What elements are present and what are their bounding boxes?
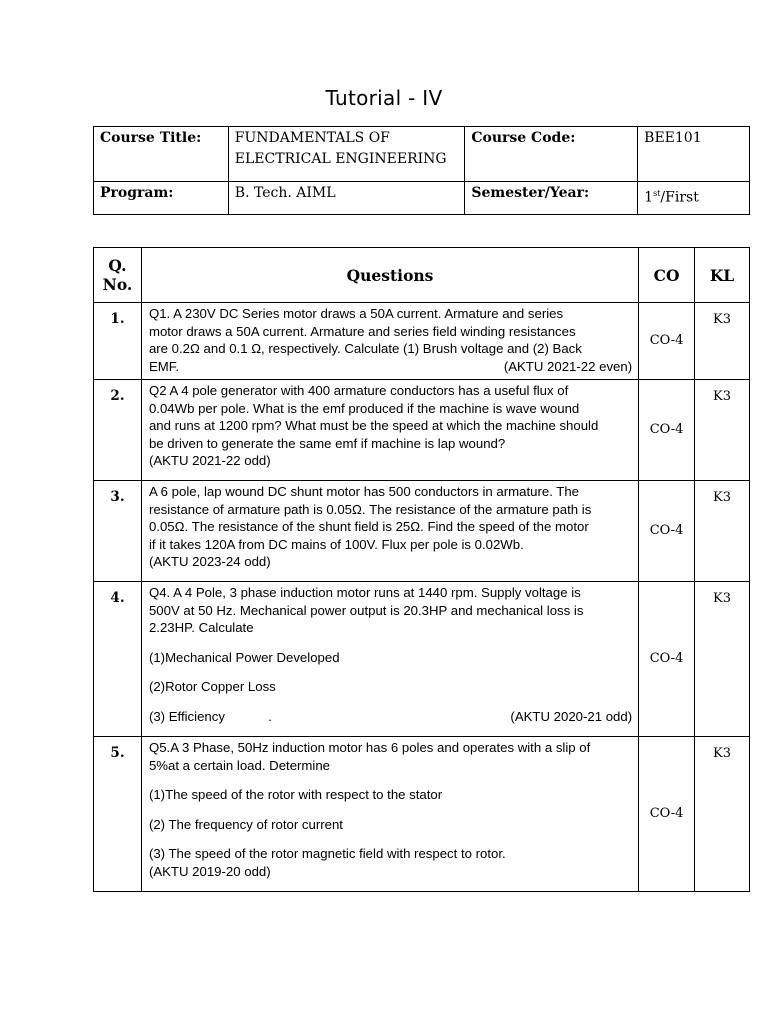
- question-line: Q4. A 4 Pole, 3 phase induction motor runs at 1440 rpm. Supply voltage is: [148, 585, 581, 600]
- question-line: if it takes 120A from DC mains of 100V. Flux per pole is 0.02Wb.: [148, 536, 524, 552]
- table-row: [94, 303, 750, 380]
- course-title-line: FUNDAMENTALS OF: [234, 130, 390, 146]
- course-info-row: [94, 127, 750, 182]
- question-item: (1)The speed of the rotor with respect to the stator: [148, 787, 443, 802]
- question-line: Q5.A 3 Phase, 50Hz induction motor has 6 poles and operates with a slip of: [148, 740, 591, 755]
- question-source: (AKTU 2021-22 even): [503, 358, 633, 374]
- knowledge-level: K3: [695, 481, 750, 582]
- question-line: A 6 pole, lap wound DC shunt motor has 500 conductors in armature. The: [148, 484, 580, 499]
- program-info-row: [94, 182, 750, 215]
- semester-value: [638, 182, 750, 215]
- semester-ordinal: st: [653, 189, 661, 198]
- question-item-text: [149, 708, 315, 726]
- question-line: motor draws a 50A current. Armature and series field winding resistances: [148, 323, 576, 339]
- course-outcome: CO-4: [639, 481, 695, 582]
- qno-header-line: No.: [102, 275, 133, 294]
- question-line: Q2 A 4 pole generator with 400 armature conductors has a useful flux of: [148, 383, 569, 398]
- course-code-value: BEE101: [638, 127, 750, 182]
- knowledge-level: K3: [695, 303, 750, 380]
- table-row: [94, 582, 750, 737]
- question-text-end: EMF.: [148, 358, 179, 374]
- questions-table: [93, 247, 750, 892]
- question-line: 5%at a certain load. Determine: [148, 757, 331, 773]
- question-text: [141, 737, 638, 892]
- question-line: 500V at 50 Hz. Mechanical power output is 20.3HP and mechanical loss is: [148, 602, 584, 618]
- question-text: [141, 303, 638, 380]
- question-number: 3.: [94, 481, 142, 582]
- item-label: (3) Efficiency: [148, 708, 225, 724]
- question-item: (3) The speed of the rotor magnetic field with respect to rotor.: [148, 846, 506, 861]
- qno-header-line: Q.: [108, 256, 127, 275]
- semester-number: 1: [644, 189, 654, 206]
- program-value: B. Tech. AIML: [228, 182, 465, 215]
- course-title-line: ELECTRICAL ENGINEERING: [234, 151, 447, 167]
- table-row: [94, 737, 750, 892]
- page-title: Tutorial - IV: [325, 86, 443, 110]
- kl-header: KL: [695, 248, 750, 303]
- question-source: (AKTU 2023-24 odd): [148, 554, 271, 569]
- course-title-value: [228, 127, 465, 182]
- knowledge-level: K3: [695, 582, 750, 737]
- knowledge-level: K3: [695, 380, 750, 481]
- course-title-label: Course Title:: [94, 127, 229, 182]
- knowledge-level: K3: [695, 737, 750, 892]
- question-line: Q1. A 230V DC Series motor draws a 50A current. Armature and series: [148, 306, 564, 321]
- question-number: 4.: [94, 582, 142, 737]
- program-label: Program:: [94, 182, 229, 215]
- course-code-label: Course Code:: [465, 127, 638, 182]
- stray-dot: .: [268, 708, 272, 724]
- question-number: 2.: [94, 380, 142, 481]
- table-row: [94, 481, 750, 582]
- question-line: 2.23HP. Calculate: [148, 620, 254, 635]
- co-header: CO: [639, 248, 695, 303]
- question-item: (1)Mechanical Power Developed: [148, 649, 340, 665]
- question-line: 0.05Ω. The resistance of the shunt field is 25Ω. Find the speed of the motor: [148, 519, 589, 534]
- course-outcome: CO-4: [639, 582, 695, 737]
- question-source: (AKTU 2019-20 odd): [148, 863, 271, 879]
- question-number: 5.: [94, 737, 142, 892]
- questions-header: Questions: [141, 248, 638, 303]
- semester-year: /First: [660, 189, 699, 206]
- table-row: [94, 380, 750, 481]
- question-number: 1.: [94, 303, 142, 380]
- question-line: be driven to generate the same emf if machine is lap wound?: [148, 435, 506, 451]
- question-line: are 0.2Ω and 0.1 Ω, respectively. Calculate (1) Brush voltage and (2) Back: [148, 341, 582, 356]
- question-line: and runs at 1200 rpm? What must be the speed at which the machine should: [148, 418, 599, 433]
- question-text: [141, 380, 638, 481]
- question-item: (2)Rotor Copper Loss: [148, 679, 276, 694]
- course-outcome: CO-4: [639, 737, 695, 892]
- question-item: (2) The frequency of rotor current: [148, 816, 343, 832]
- course-outcome: CO-4: [639, 303, 695, 380]
- question-line: resistance of armature path is 0.05Ω. The resistance of the armature path is: [148, 501, 592, 517]
- question-source: (AKTU 2020-21 odd): [510, 708, 633, 724]
- question-line: [149, 358, 632, 376]
- question-line: 0.04Wb per pole. What is the emf produced if the machine is wave wound: [148, 400, 580, 416]
- question-item: [149, 708, 632, 726]
- question-text: [141, 582, 638, 737]
- course-info-table: [93, 126, 750, 215]
- semester-label: Semester/Year:: [465, 182, 638, 215]
- question-source: (AKTU 2021-22 odd): [148, 453, 271, 468]
- questions-header-row: [94, 248, 750, 303]
- question-text: [141, 481, 638, 582]
- course-outcome: CO-4: [639, 380, 695, 481]
- qno-header: [94, 248, 142, 303]
